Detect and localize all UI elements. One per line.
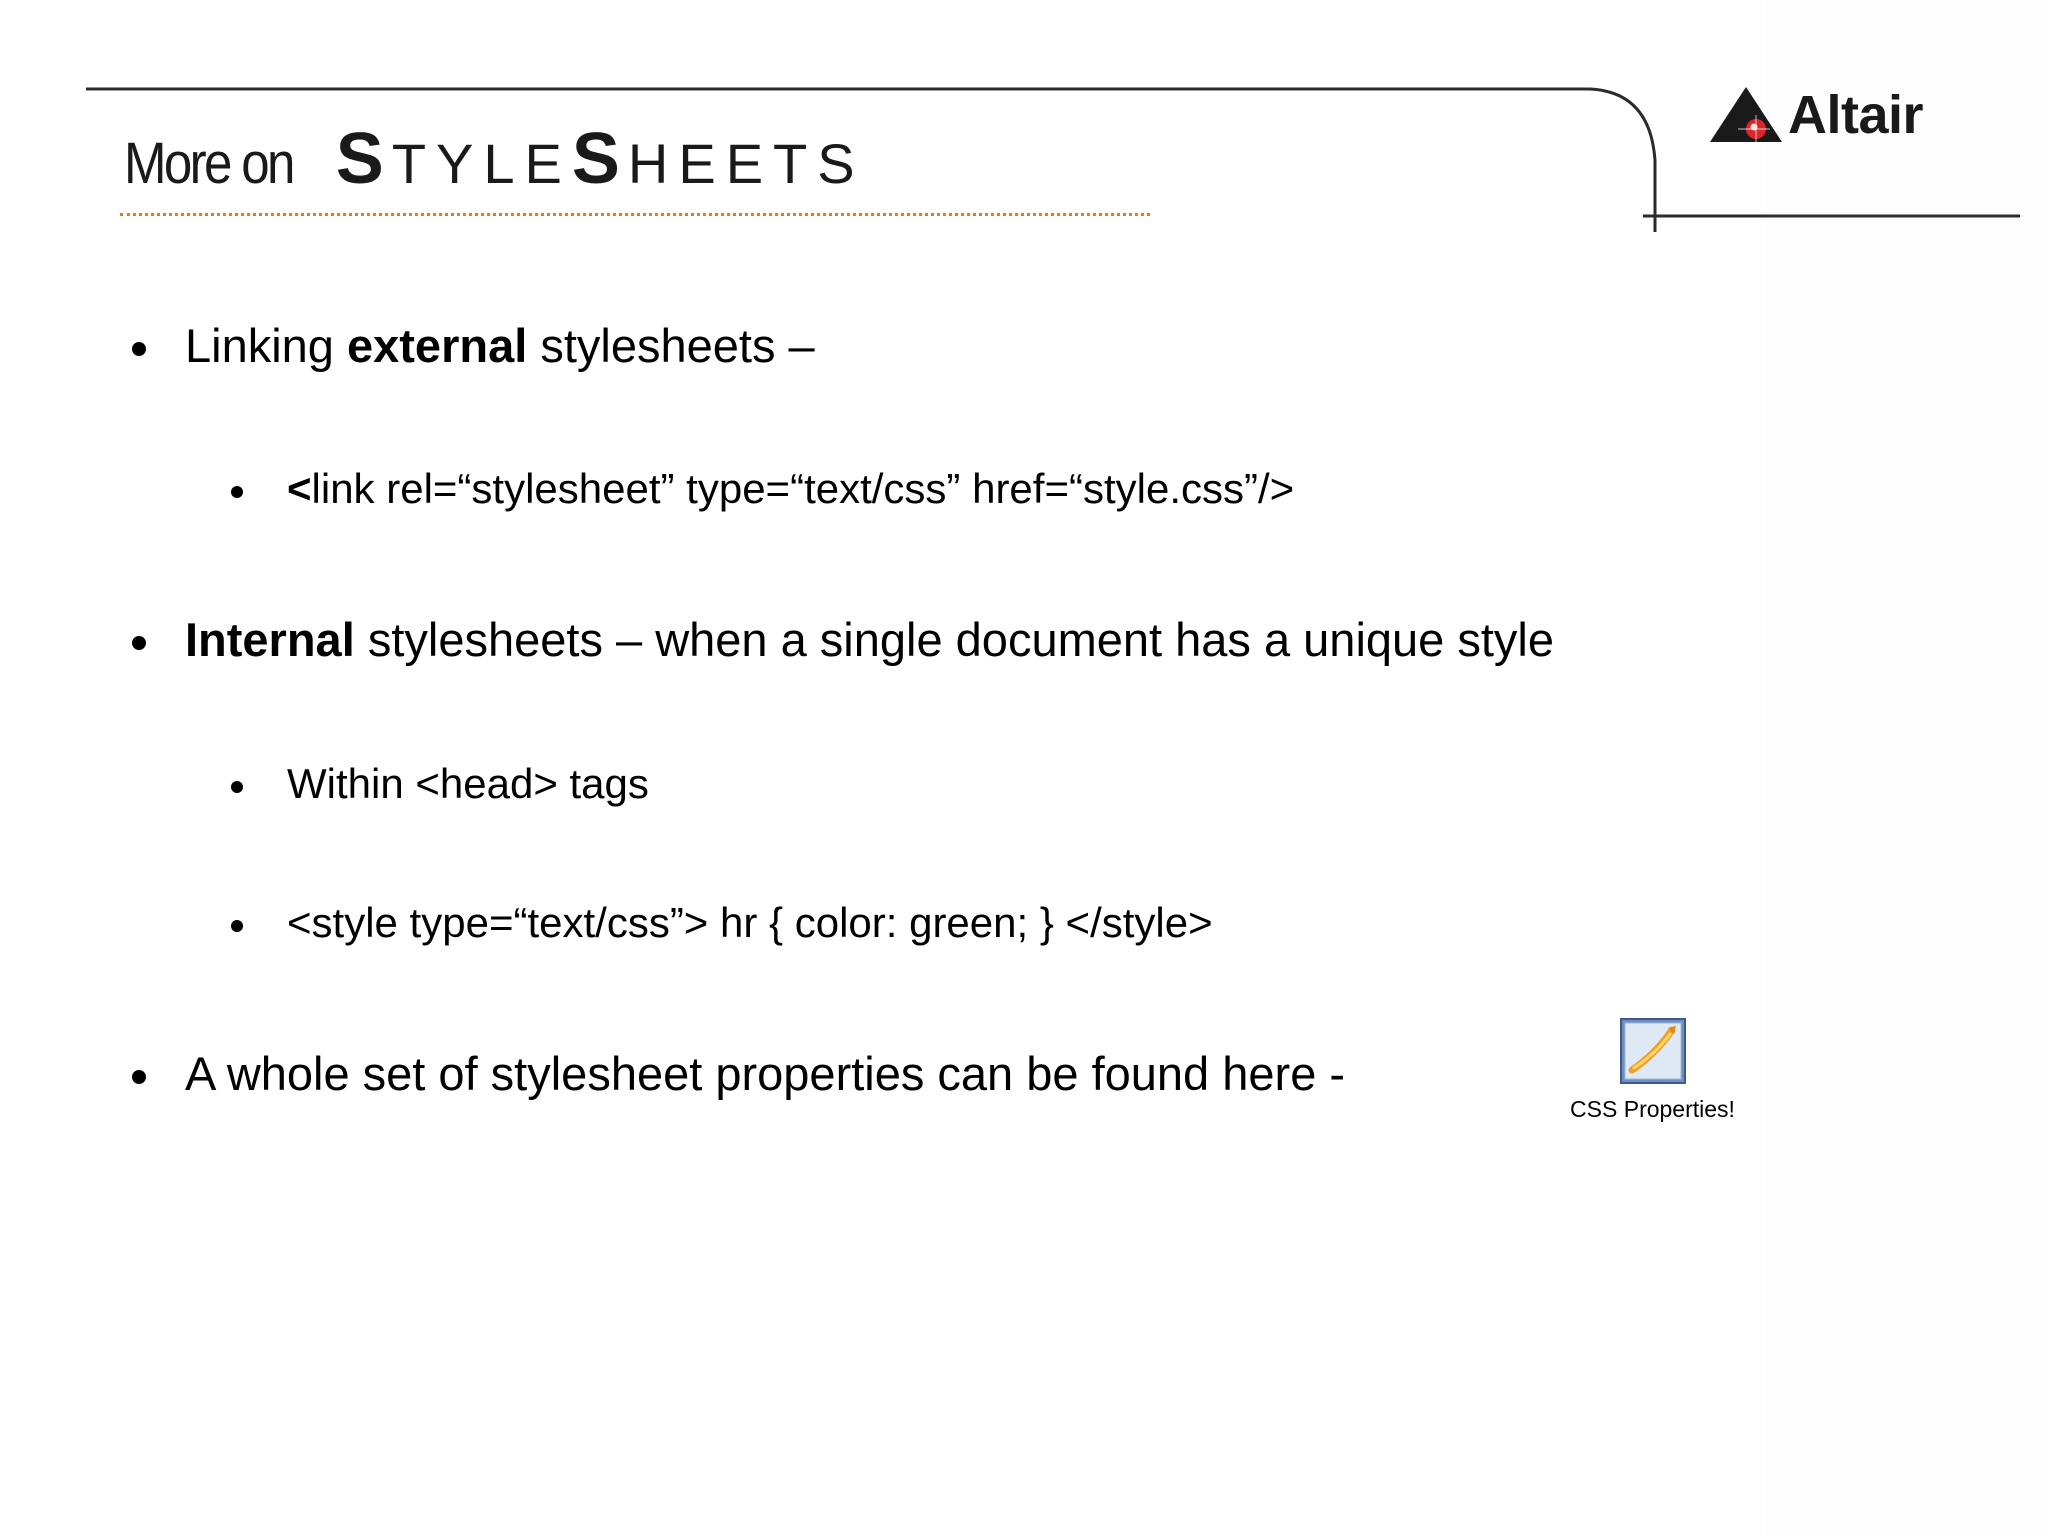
title-stylesheets: STYLESHEETS (335, 119, 865, 199)
css-properties-caption[interactable]: CSS Properties! (1570, 1096, 1735, 1122)
bullet-external-stylesheets: Linking external stylesheets – (185, 318, 815, 373)
bullet-dot (231, 486, 243, 498)
bullet-dot (132, 1070, 146, 1084)
bullet-dot (231, 920, 243, 932)
bullet-dot (132, 636, 146, 650)
document-shortcut-icon[interactable] (1620, 1018, 1686, 1084)
bullet-link-tag: <link rel=“stylesheet” type=“text/css” href=“style.css”/> (287, 465, 1294, 513)
logo-text: Altair (1788, 85, 1924, 145)
bullet-internal-stylesheets: Internal stylesheets – when a single document has a unique style (185, 612, 1554, 667)
title-prefix: More on (124, 131, 293, 196)
bullet-dot (132, 342, 146, 356)
bullet-within-head: Within <head> tags (287, 760, 649, 808)
bullet-properties: A whole set of stylesheet properties can be found here - (185, 1046, 1345, 1101)
bullet-dot (231, 781, 243, 793)
css-properties-link[interactable] (1565, 1018, 1740, 1123)
bullet-style-tag: <style type=“text/css”> hr { color: green; } </style> (287, 899, 1213, 947)
